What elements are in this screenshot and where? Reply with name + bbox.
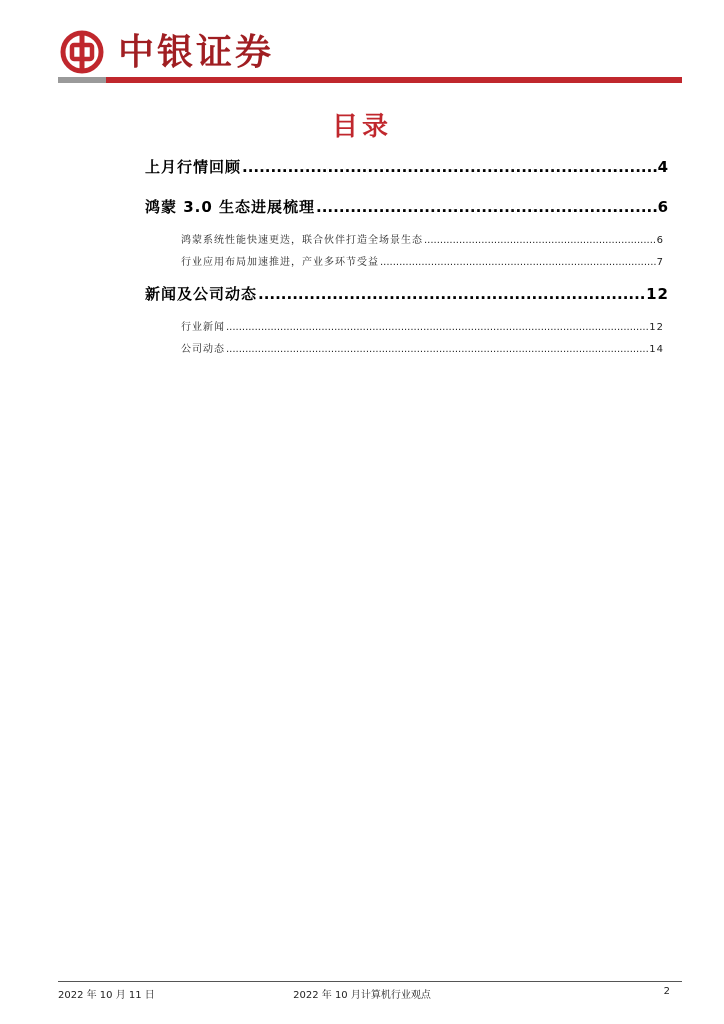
toc-entry-title: 行业应用布局加速推进，产业多环节受益 <box>181 257 379 268</box>
toc-entry-page: 6 <box>657 198 669 216</box>
header-rule-red-segment <box>106 77 682 83</box>
toc-leader-dots <box>380 257 656 268</box>
footer-rule <box>58 981 682 982</box>
toc-entry-level1[interactable] <box>145 196 669 217</box>
toc-title: 目录 <box>331 112 392 142</box>
header-rule-grey-segment <box>58 77 106 83</box>
toc-leader-dots <box>424 235 656 246</box>
brand-name: 中银证券 <box>118 31 275 73</box>
toc-entry-title: 上月行情回顾 <box>145 158 242 176</box>
toc-entry-level2[interactable] <box>181 340 664 355</box>
toc-entry-level1[interactable] <box>145 283 669 304</box>
toc-entry-page: 7 <box>656 257 664 268</box>
toc-leader-dots <box>258 285 645 303</box>
page-header <box>58 28 682 84</box>
toc-leader-dots <box>226 344 648 355</box>
toc-leader-dots <box>226 322 648 333</box>
toc-leader-dots <box>316 198 657 216</box>
footer-report-title: 2022 年 10 月计算机行业观点 <box>293 990 431 1001</box>
toc-entry-level1[interactable] <box>145 156 669 177</box>
toc-entry-title: 行业新闻 <box>181 322 225 333</box>
toc-entry-title: 新闻及公司动态 <box>145 285 258 303</box>
toc-entry-title: 鸿蒙系统性能快速更迭，联合伙伴打造全场景生态 <box>181 235 423 246</box>
header-rule <box>58 77 682 83</box>
toc-entry-page: 4 <box>657 158 669 176</box>
toc-entry-level2[interactable] <box>181 253 664 268</box>
toc-entry-title: 鸿蒙 3.0 生态进展梳理 <box>145 198 316 216</box>
toc-entry-page: 14 <box>649 344 664 355</box>
toc-entry-page: 12 <box>646 285 669 303</box>
footer-date: 2022 年 10 月 11 日 <box>58 990 155 1001</box>
toc-entry-level2[interactable] <box>181 231 664 246</box>
toc-entry-title: 公司动态 <box>181 344 225 355</box>
toc-leader-dots <box>242 158 657 176</box>
bank-of-china-logo-icon <box>60 30 104 74</box>
toc-entry-level2[interactable] <box>181 318 664 333</box>
toc-entry-page: 6 <box>656 235 664 246</box>
footer-page-number: 2 <box>663 986 670 997</box>
toc-entry-page: 12 <box>649 322 664 333</box>
